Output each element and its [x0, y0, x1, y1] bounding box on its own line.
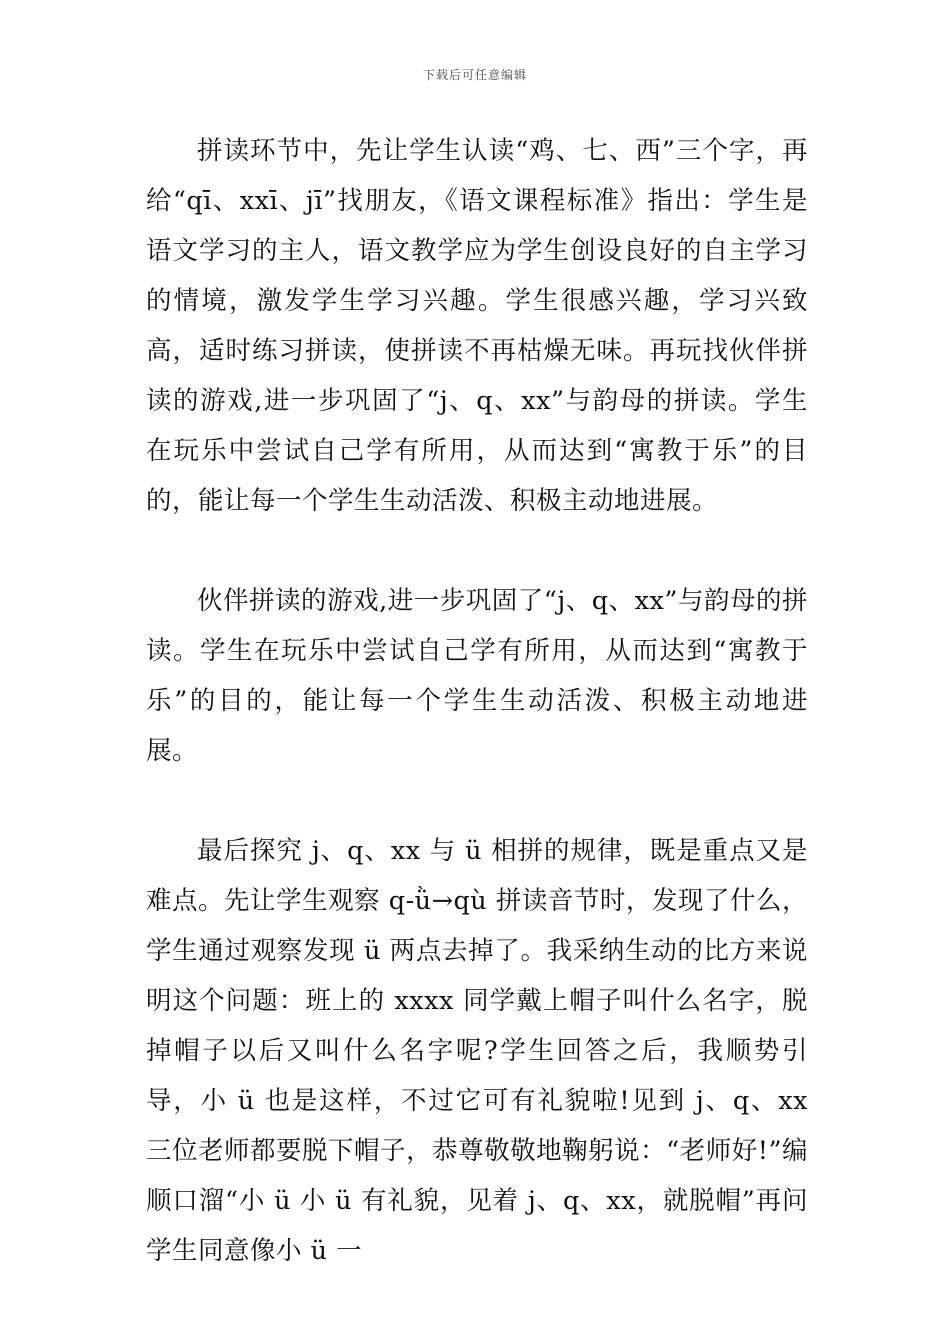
page-header: 下载后可任意编辑	[422, 68, 527, 82]
paragraph-1: 拼读环节中，先让学生认读“鸡、七、西”三个字，再给“qī、xxī、jī”找朋友，《语文课程标准》指出：学生是语文学习的主人，语文教学应为学生创设良好的自主学习的情境，激发学生学习兴趣。学生很感兴趣，学习兴致高，适时练习拼读，使拼读不再枯燥无味。再玩找伙伴拼读的游戏,进一步巩固了“j、q、xx”与韵母的拼读。学生在玩乐中尝试自己学有所用，从而达到“寓教于乐”的目的，能让每一个学生生动活泼、积极主动地进展。	[146, 136, 808, 516]
paragraph-3: 最后探究 j、q、xx 与 ü 相拼的规律，既是重点又是难点。先让学生观察 q-ǜ→qù 拼读音节时，发现了什么，学生通过观察发现 ü 两点去掉了。我采纳生动的比方来说明这个问题：班上的 xxxx 同学戴上帽子叫什么名字，脱掉帽子以后又叫什么名字呢?学生回答之后，我顺势引导，小 ü 也是这样，不过它可有礼貌啦!见到 j、q、xx 三位老师都要脱下帽子，恭尊敬敬地鞠躬说：“老师好!”编顺口溜“小 ü 小 ü 有礼貌，见着 j、q、xx，就脱帽”再问学生同意像小 ü 一	[146, 836, 808, 1266]
document-body	[146, 126, 808, 1276]
paragraph-2: 伙伴拼读的游戏,进一步巩固了“j、q、xx”与韵母的拼读。学生在玩乐中尝试自己学有所用，从而达到“寓教于乐”的目的，能让每一个学生生动活泼、积极主动地进展。	[146, 586, 808, 766]
